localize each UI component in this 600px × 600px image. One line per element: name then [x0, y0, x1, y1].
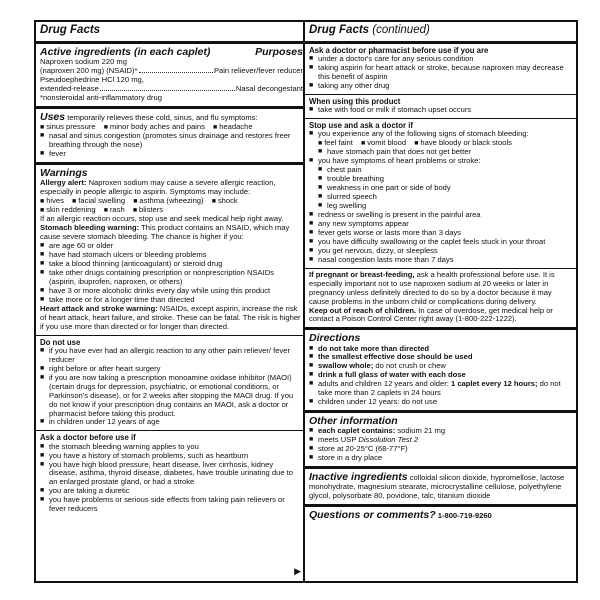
inactive-ingredients-section	[305, 466, 576, 504]
list-item: ■ weakness in one part or side of body	[318, 184, 572, 193]
list-item: ■ the stomach bleeding warning applies to you	[40, 443, 303, 452]
list-item: each caplet contains:	[318, 426, 396, 436]
allergy-after-text: If an allergic reaction occurs, stop use and seek medical help right away.	[40, 214, 284, 224]
list-item: ■ you have symptoms of heart problems or stroke:	[309, 157, 572, 166]
ingredient-line: Naproxen sodium 220 mg	[40, 56, 127, 66]
ask-doctor-section	[36, 430, 307, 517]
ingredient-purpose-row: extended-release Nasal decongestant	[40, 83, 303, 93]
drug-facts-panel-right	[303, 20, 578, 583]
panel-title-continued: (continued)	[372, 24, 430, 36]
list-item: meets USP	[318, 435, 357, 445]
list-item: ■ take a blood thinning (anticoagulant) or steroid drug	[40, 260, 303, 269]
uses-intro: temporarily relieves these cold, sinus, and flu symptoms:	[67, 112, 258, 122]
list-item: ■ shock	[212, 197, 238, 206]
keep-out-label: Keep out of reach of children.	[309, 305, 417, 315]
list-item: ■ take more or for a longer time than directed	[40, 296, 303, 305]
warnings-heading: Warnings	[40, 166, 88, 179]
when-using-section	[305, 94, 576, 118]
ask-doctor-heading: Ask a doctor before use if	[40, 433, 136, 443]
drug-facts-panel-left	[34, 20, 309, 583]
other-information-section: Other information ■ each caplet contains: sodium 21 mg ■ meets USP Dissolution Test 2 ■ store at 20-25°C (68-77°F) ■ store in a dry place	[305, 410, 576, 466]
list-item: do not take more than directed	[318, 343, 429, 353]
other-information-heading: Other information	[309, 415, 398, 428]
inactive-ingredients-text: colloidal silicon dioxide, hypromellose, lactose monohydrate, magnesium stearate, microcrystalline cellulose, polyethylene glycol, polysorbate 80, povidone, talc, titanium dioxide	[309, 473, 565, 501]
list-item: ■ have bloody or black stools	[414, 139, 512, 148]
do-not-use-section	[36, 335, 307, 431]
list-item: ■ you have a history of stomach problems, such as heartburn	[40, 452, 303, 461]
list-item: ■ taking any other drug	[309, 82, 572, 91]
list-item: ■ minor body aches and pains	[104, 123, 205, 132]
list-item: ■ right before or after heart surgery	[40, 365, 303, 374]
list-item: ■ take other drugs containing prescription or nonprescription NSAIDs (aspirin, ibuprofen, naproxen, or others)	[40, 269, 303, 287]
list-item: ■ you experience any of the following signs of stomach bleeding:	[309, 130, 572, 139]
panel-title: Drug Facts	[309, 24, 370, 36]
do-not-use-heading: Do not use	[40, 337, 81, 347]
list-item: ■ store at 20-25°C (68-77°F)	[309, 445, 572, 454]
list-item: ■ headache	[213, 123, 253, 132]
list-item: ■ fever gets worse or lasts more than 3 days	[309, 229, 572, 238]
drug-facts-header	[305, 22, 576, 41]
list-item: ■ redness or swelling is present in the painful area	[309, 211, 572, 220]
directions-heading: Directions	[309, 332, 361, 345]
directions-section: Directions ■ do not take more than directed ■ the smallest effective dose should be used ■ swallow whole; do not crush or chew ■ drink a full glass of water with each dose ■ adults and children 12 years and older: 1 caplet every 12 hours; do not take more than 2 caplets in 24 hours ■ children under 12 years: do not use	[305, 327, 576, 410]
list-item: ■ blisters	[133, 206, 163, 215]
list-item: ■ take with food or milk if stomach upset occurs	[309, 106, 572, 115]
list-item: ■ nasal and sinus congestion (promotes sinus drainage and restores freer breathing through the nose)	[40, 132, 303, 150]
list-item: ■ hives	[40, 197, 64, 206]
ingredient-line: Pseudoephedrine HCl 120 mg,	[40, 74, 144, 84]
list-item: ■ if you have ever had an allergic reaction to any other pain reliever/ fever reducer	[40, 347, 303, 365]
list-item: ■ under a doctor's care for any serious condition	[309, 55, 572, 64]
stop-use-section	[305, 118, 576, 268]
list-item: ■ you have difficulty swallowing or the caplet feels stuck in your throat	[309, 238, 572, 247]
pregnancy-label: If pregnant or breast-feeding,	[309, 269, 415, 279]
questions-heading: Questions or comments?	[309, 509, 436, 522]
stop-use-heading: Stop use and ask a doctor if	[309, 120, 413, 130]
panel-title: Drug Facts	[40, 24, 101, 36]
list-item: ■ if you are now taking a prescription monoamine oxidase inhibitor (MAOI) (certain drugs for depression, psychiatric, or emotional conditions, or Parkinson's disease), or for 2 weeks after stopping the MAOI drug. If you do not know if your prescription drug contains an MAOI, ask a doctor or pharmacist before taking this product.	[40, 374, 303, 419]
list-item: ■ children under 12 years: do not use	[309, 398, 572, 407]
ask-pharmacist-heading: Ask a doctor or pharmacist before use if you are	[309, 45, 489, 55]
ingredient-purpose-row: (naproxen 200 mg) (NSAID)* Pain reliever/fever reducer	[40, 65, 303, 75]
list-item: ■ have stomach pain that does not get better	[318, 148, 572, 157]
active-ingredients-heading: Active ingredients (in each caplet)	[40, 45, 211, 58]
list-item: ■ vomit blood	[361, 139, 406, 148]
list-item: ■ trouble breathing	[318, 175, 572, 184]
inactive-ingredients-heading: Inactive ingredients	[309, 471, 408, 484]
list-item: ■ you get nervous, dizzy, or sleepless	[309, 247, 572, 256]
drug-facts-header	[36, 22, 307, 41]
when-using-heading: When using this product	[309, 96, 401, 106]
list-item: drink a full glass of water with each dose	[318, 370, 466, 380]
list-item: ■ fever	[40, 150, 303, 159]
uses-heading: Uses	[40, 110, 66, 123]
ask-pharmacist-section	[305, 41, 576, 94]
list-item: ■ asthma (wheezing)	[133, 197, 203, 206]
list-item: ■ slurred speech	[318, 193, 572, 202]
list-item: ■ feel faint	[318, 139, 353, 148]
list-item: adults and children 12 years and older:	[318, 379, 449, 389]
list-item: ■ in children under 12 years of age	[40, 418, 303, 427]
list-item: ■ facial swelling	[72, 197, 125, 206]
list-item: ■ any new symptoms appear	[309, 220, 572, 229]
list-item: swallow whole;	[318, 361, 374, 371]
continue-arrow-icon: ▶	[294, 566, 301, 577]
list-item: ■ chest pain	[318, 166, 572, 175]
pregnancy-section: If pregnant or breast-feeding, ask a health professional before use. It is especially important not to use naproxen sodium at 20 weeks or later in pregnancy unless definitely directed to do so by a doctor because it may cause problems in the unborn child or complications during delivery. Keep out of reach of children. In case of overdose, get medical help or contact a Poison Control Center right away (1-800-222-1222).	[305, 268, 576, 328]
list-item: ■ sinus pressure	[40, 123, 96, 132]
list-item: ■ have had stomach ulcers or bleeding problems	[40, 251, 303, 260]
list-item: ■ rash	[104, 206, 125, 215]
list-item: ■ you have high blood pressure, heart disease, liver cirrhosis, kidney disease, asthma, thyroid disease, diabetes, have trouble urinating due to an enlarged prostate gland, or had a stroke	[40, 461, 303, 488]
list-item: ■ nasal congestion lasts more than 7 days	[309, 256, 572, 265]
purposes-heading: Purposes	[255, 45, 303, 58]
warnings-section: Warnings Allergy alert: Naproxen sodium may cause a severe allergic reaction, especially in people allergic to aspirin. Symptoms may include: ■ hives ■ facial swelling ■ asthma (wheezing) ■ shock ■ skin reddening ■ rash ■ blisters If an allergic reaction occurs, stop use and seek medical help right away. Stomach bleeding warning: This product contains an NSAID, which may cause severe stomach bleeding. The chance is higher if you: ■ are age 60 or older ■ have had stomach ulcers or bleeding problems ■ take a blood thinning (anticoagulant) or steroid drug ■ take other drugs containing prescription or nonprescription NSAIDs (aspirin, ibuprofen, naproxen, or others) ■ have 3 or more alcoholic drinks every day while using this product ■ take more or for a longer time than directed Heart attack and stroke warning: NSAIDs, except aspirin, increase the risk of heart attack, heart failure, and stroke. These can be fatal. The risk is higher if you use more than directed or for longer than directed.	[36, 162, 307, 335]
list-item: the smallest effective dose should be used	[318, 352, 473, 362]
phone-number: 1-800-719-9260	[437, 511, 492, 521]
list-item: ■ are age 60 or older	[40, 242, 303, 251]
list-item: ■ have 3 or more alcoholic drinks every day while using this product	[40, 287, 303, 296]
footnote: *nonsteroidal anti-inflammatory drug	[40, 92, 162, 102]
list-item: ■ you are taking a diuretic	[40, 487, 303, 496]
uses-section	[36, 106, 307, 162]
stomach-warning-label: Stomach bleeding warning:	[40, 223, 140, 233]
heart-warning-label: Heart attack and stroke warning:	[40, 303, 158, 313]
list-item: ■ you have problems or serious side effects from taking pain relievers or fever reducers	[40, 496, 303, 514]
allergy-alert-label: Allergy alert:	[40, 177, 87, 187]
list-item: ■ leg swelling	[318, 202, 572, 211]
list-item: ■ taking aspirin for heart attack or stroke, because naproxen may decrease this benefit of aspirin	[309, 64, 572, 82]
list-item: ■ store in a dry place	[309, 454, 572, 463]
list-item: ■ skin reddening	[40, 206, 96, 215]
active-ingredients-section	[36, 41, 307, 106]
questions-section	[305, 504, 576, 524]
